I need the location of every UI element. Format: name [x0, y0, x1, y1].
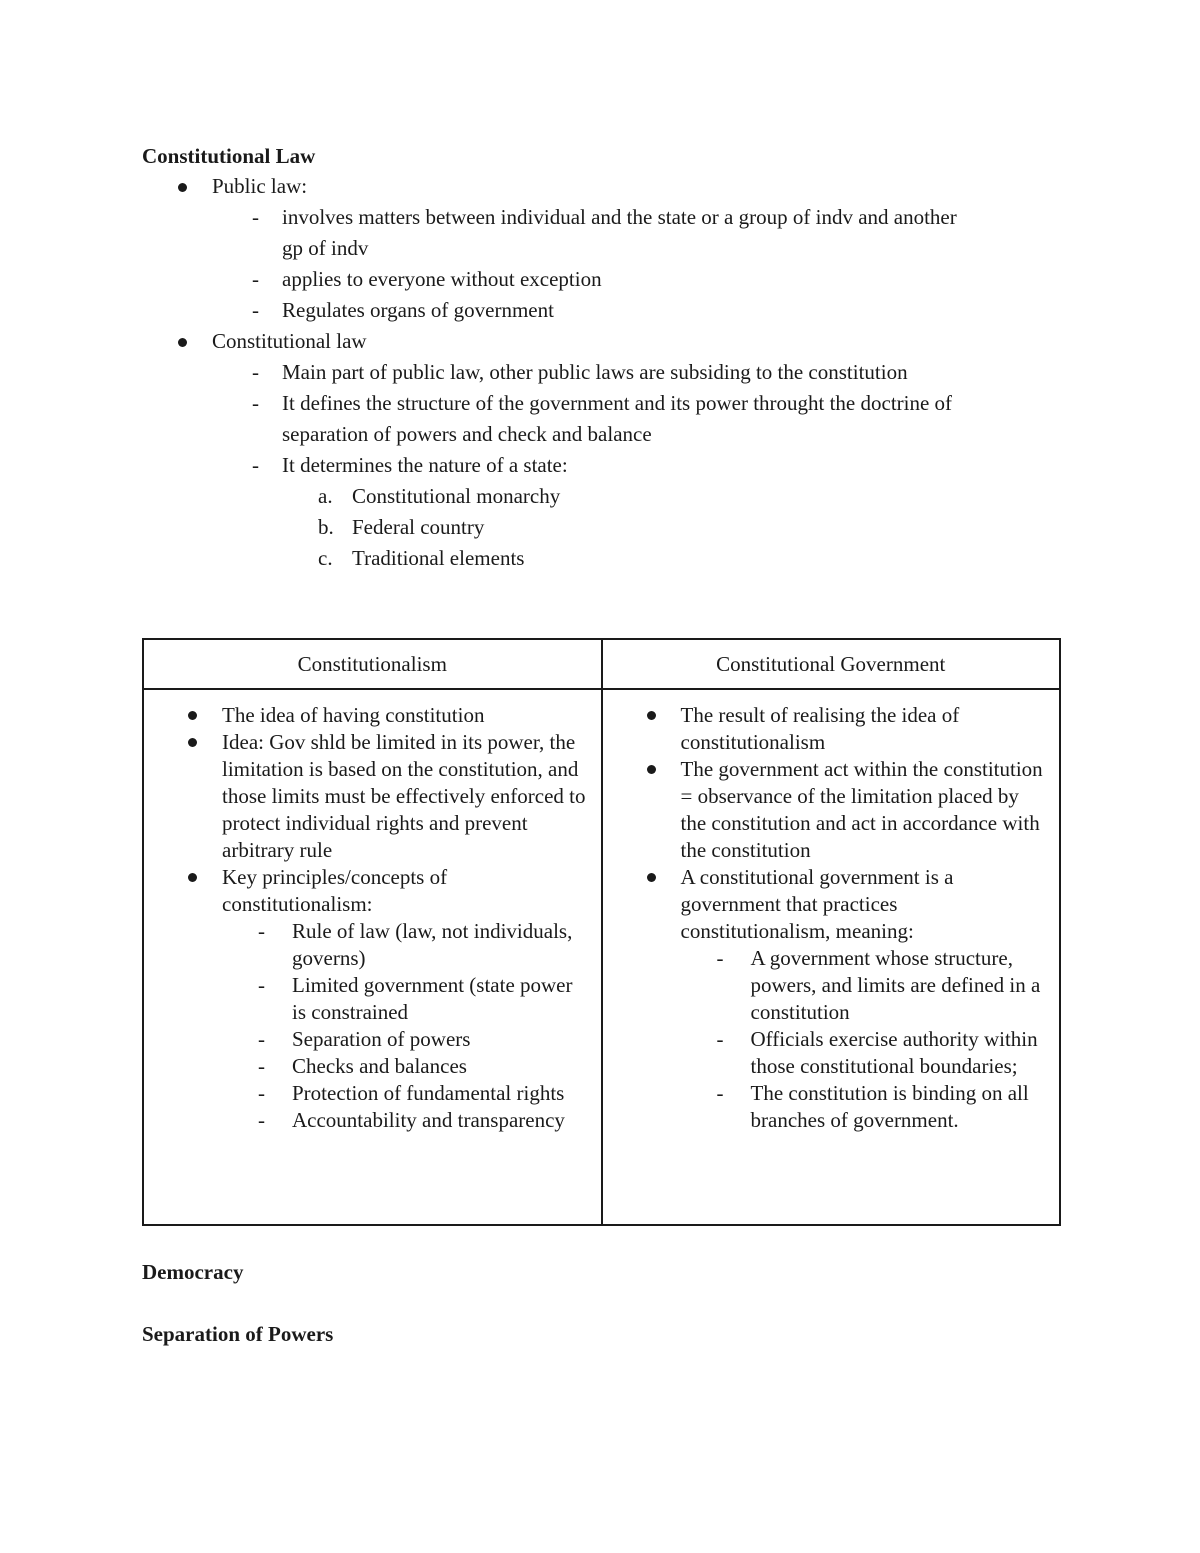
dash-icon: - — [252, 267, 259, 291]
header-constitutionalism: Constitutionalism — [143, 639, 602, 689]
dash-icon: - — [252, 205, 259, 229]
dash-icon: - — [252, 391, 259, 415]
comparison-table — [142, 638, 1061, 1226]
state-type-item: b. Federal country — [318, 515, 485, 539]
table-header-row — [143, 639, 1060, 689]
list-item: The result of realising the idea of constitutionalism — [603, 702, 1050, 756]
sub-list-item: - Accountability and transparency — [258, 1108, 565, 1132]
list-item: - It defines the structure of the government and its power throught the doctrine of — [142, 388, 1062, 419]
cell-constitutionalism — [143, 689, 602, 1225]
list-item: - Regulates organs of government — [142, 295, 1062, 326]
list-item-continuation: gp of indv — [282, 236, 369, 260]
cell-constitutional-government — [602, 689, 1061, 1225]
state-type-item: c. Traditional elements — [318, 546, 525, 570]
list-item: - Main part of public law, other public laws are subsiding to the constitution — [142, 357, 1062, 388]
dash-icon: - — [252, 298, 259, 322]
bullet-constitutional-law: Constitutional law — [142, 326, 1062, 357]
bullet-icon — [188, 738, 197, 747]
header-constitutional-government: Constitutional Government — [602, 639, 1061, 689]
sub-list-item: - Checks and balances — [258, 1054, 467, 1078]
dash-icon: - — [258, 1108, 265, 1132]
sub-list-item: - A government whose structure, powers, and limits are defined in a constitution — [716, 946, 1041, 1024]
sub-list-item: - Protection of fundamental rights — [258, 1081, 565, 1105]
list-item: Idea: Gov shld be limited in its power, the limitation is based on the constitution, and those limits must be effectively enforced to protect individual rights and prevent arbitrary rule — [144, 729, 591, 864]
list-item: Key principles/concepts of constitutionalism: - Rule of law (law, not individuals, governs) - Limited government (state power is constrained - Separation of powers - Checks and balances - Protection of fundamental rights - Accountability and transparency — [144, 864, 591, 1134]
sub-list-item: - Officials exercise authority within those constitutional boundaries; — [716, 1027, 1038, 1078]
bullet-icon — [178, 338, 187, 347]
bullet-public-law: Public law: — [142, 171, 1062, 202]
dash-icon: - — [716, 1027, 724, 1051]
bullet-icon — [188, 873, 197, 882]
state-type-item: a. Constitutional monarchy — [318, 484, 561, 508]
list-item: The government act within the constitution = observance of the limitation placed by the constitution and act in accordance with the constitution — [603, 756, 1050, 864]
bullet-icon — [647, 765, 656, 774]
bullet-icon — [647, 873, 656, 882]
list-item-continuation: separation of powers and check and balance — [282, 422, 652, 446]
list-item: - It determines the nature of a state: — [142, 450, 1062, 481]
heading-constitutional-law: Constitutional Law — [142, 144, 316, 168]
bullet-icon — [188, 711, 197, 720]
sub-list-item: - Separation of powers — [258, 1027, 471, 1051]
bullet-icon — [178, 183, 187, 192]
dash-icon: - — [258, 1054, 265, 1078]
list-item: - involves matters between individual and the state or a group of indv and another — [142, 202, 1062, 233]
list-item: A constitutional government is a government that practices constitutionalism, meaning: - A government whose structure, powers, and limits are defined in a constitution - Officials exercise authority within those constitutional boundaries; - The constitution is binding on all branches of government. — [603, 864, 1050, 1134]
sub-list-item: - Limited government (state power is constrained — [258, 973, 573, 1024]
dash-icon: - — [258, 919, 265, 943]
heading-democracy: Democracy — [142, 1260, 244, 1284]
bullet-icon — [647, 711, 656, 720]
heading-separation-of-powers: Separation of Powers — [142, 1322, 334, 1346]
dash-icon: - — [258, 1027, 265, 1051]
sub-list-item: - The constitution is binding on all branches of government. — [716, 1081, 1029, 1132]
sub-list-item: - Rule of law (law, not individuals, governs) — [258, 919, 573, 970]
dash-icon: - — [716, 946, 724, 970]
dash-icon: - — [252, 360, 259, 384]
dash-icon: - — [252, 453, 259, 477]
outline-list — [142, 171, 1062, 574]
dash-icon: - — [716, 1081, 724, 1105]
table-row — [143, 689, 1060, 1225]
list-item: The idea of having constitution — [144, 702, 591, 729]
list-item: - applies to everyone without exception — [142, 264, 1062, 295]
dash-icon: - — [258, 1081, 265, 1105]
dash-icon: - — [258, 973, 265, 997]
